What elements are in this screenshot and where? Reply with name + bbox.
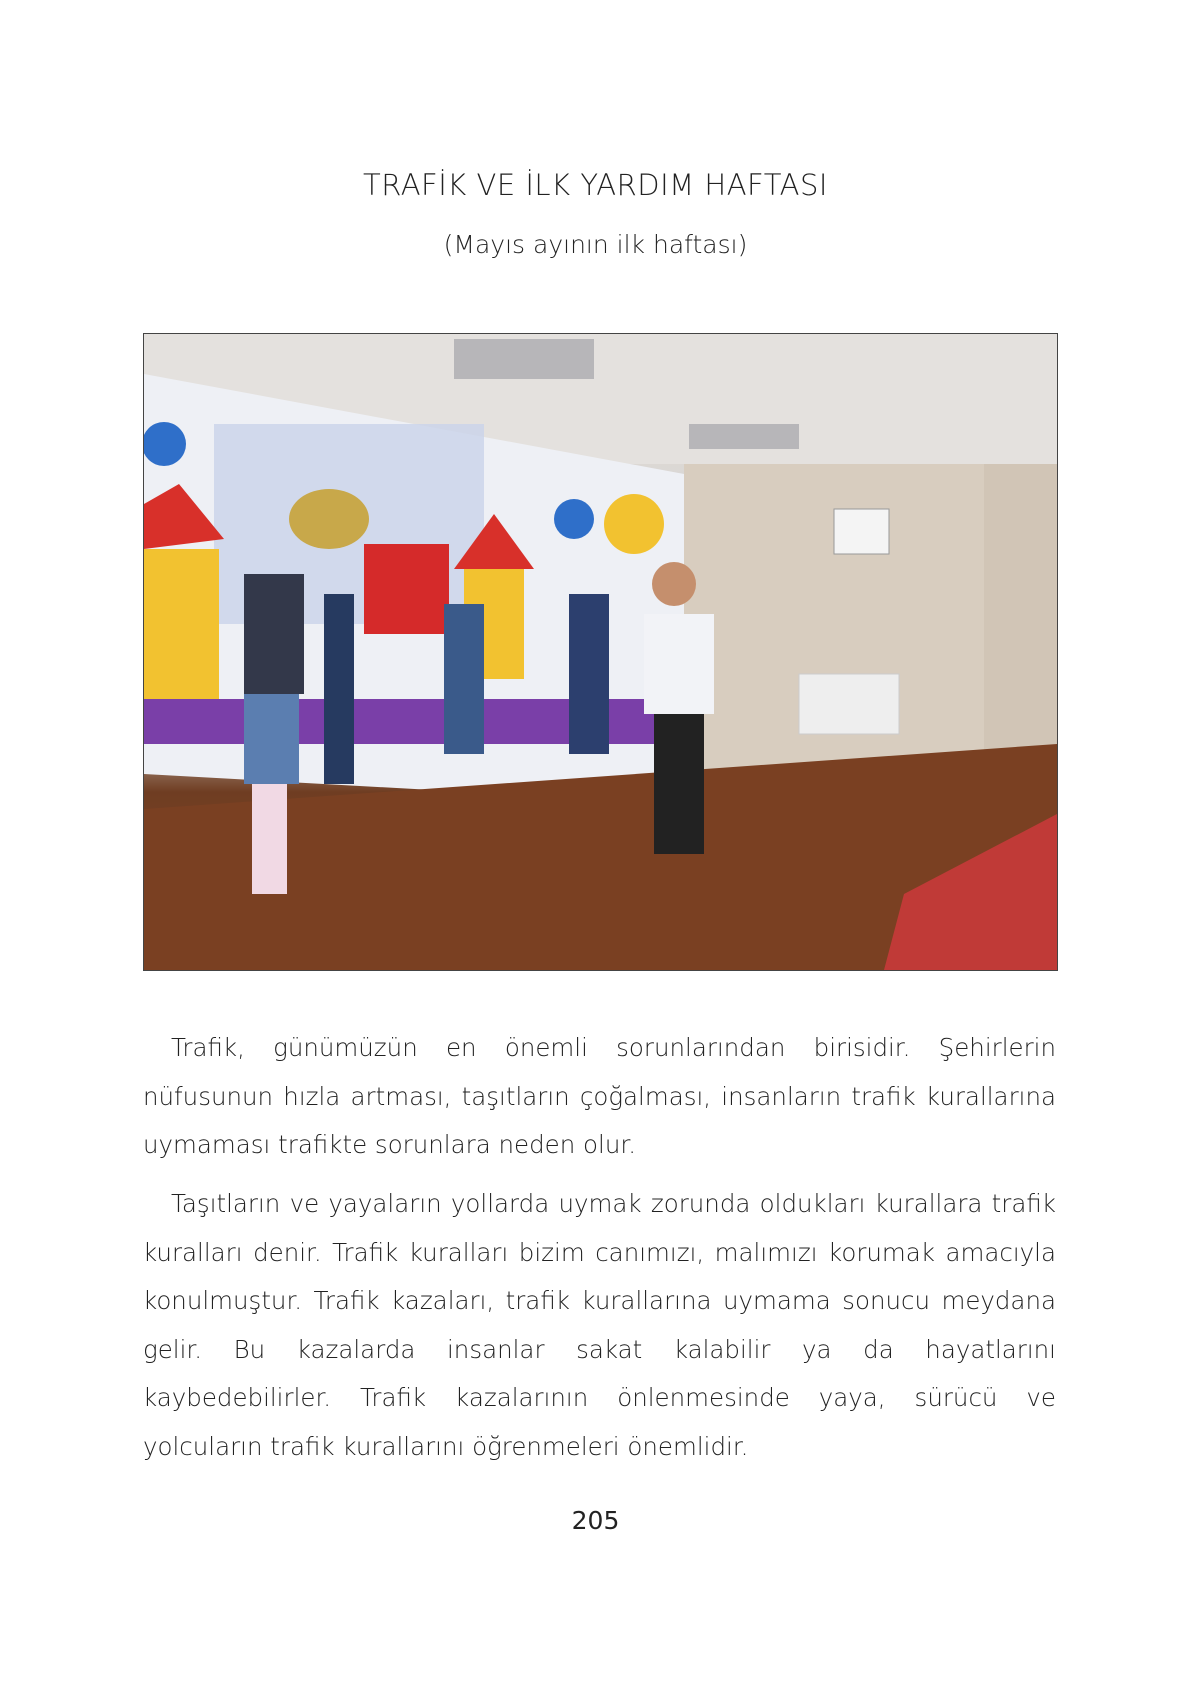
stage-photo bbox=[143, 333, 1058, 971]
paragraph-1-text: Trafik, günümüzün en önemli sorunlarından birisidir. Şehirlerin nüfusunun hızla artması, taşıtların çoğalması, insanların trafik kurallarına uymaması trafikte sorunlara neden olur. bbox=[143, 1033, 1056, 1159]
paragraph-2-text: Taşıtların ve yayaların yollarda uymak zorunda oldukları kurallara trafik kuralları denir. Trafik kuralları bizim canımızı, malımızı korumak amacıyla konulmuştur. Trafik kazaları, trafik kurallarına uymama sonucu meydana gelir. Bu kazalarda insanlar sakat kalabilir ya da hayatlarını kaybedebilirler. Trafik kazalarının önlenmesinde yaya, sürücü ve yolcuların trafik kurallarını öğrenmeleri önemlidir. bbox=[143, 1189, 1056, 1461]
page-number: 205 bbox=[571, 1506, 620, 1535]
page-subtitle: (Mayıs ayının ilk haftası) bbox=[443, 230, 748, 259]
page-title: TRAFİK VE İLK YARDIM HAFTASI bbox=[363, 168, 828, 202]
paragraph-2 bbox=[143, 1180, 1056, 1471]
photo-illustration bbox=[144, 334, 1057, 970]
paragraph-1 bbox=[143, 1024, 1056, 1170]
